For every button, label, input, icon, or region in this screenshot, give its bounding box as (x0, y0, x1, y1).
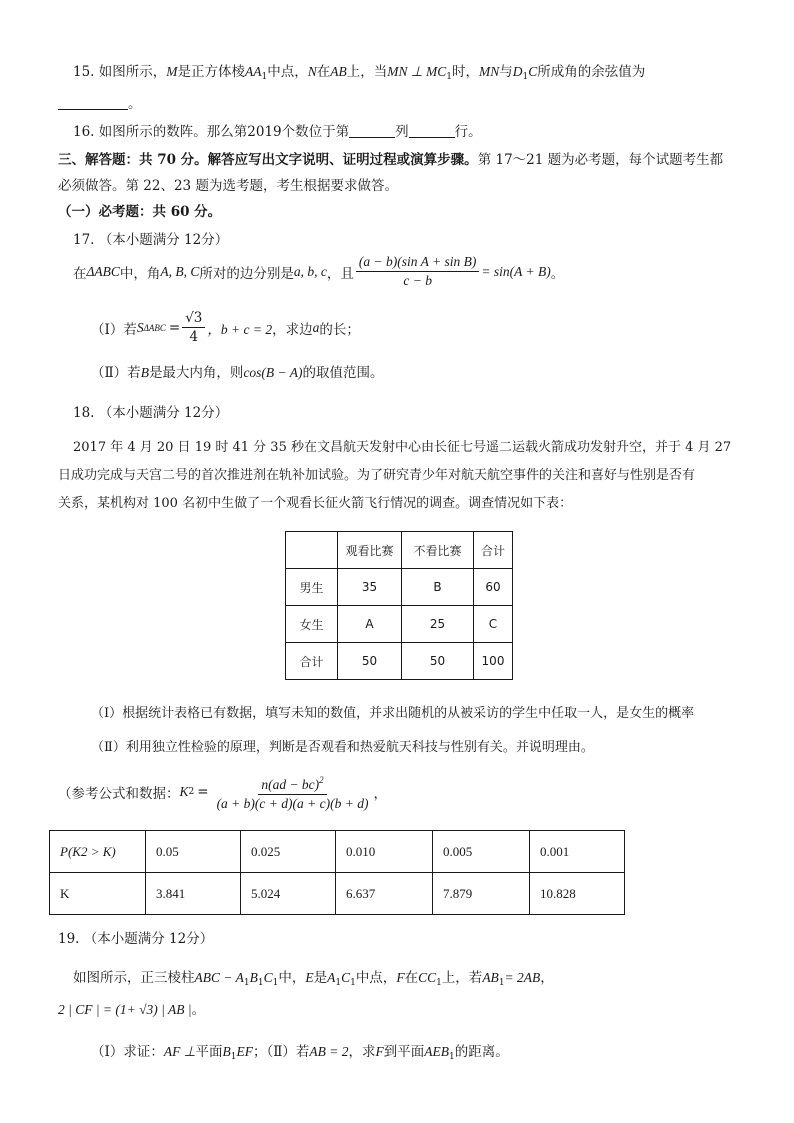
survey-table (285, 531, 513, 680)
q19-sub: 1 (230, 1052, 237, 1062)
q15-var-aa: AA (245, 64, 262, 79)
q15-line2 (58, 92, 142, 112)
q15-var-m: M (166, 64, 178, 79)
q19-plane: EF (236, 1044, 253, 1059)
q15-sub: 1 (522, 72, 529, 82)
q15-var-mn: MN (479, 64, 500, 79)
q19-text: 平面 (195, 1044, 223, 1060)
q15-text: 在 (316, 64, 331, 80)
q19-text: 是 (313, 970, 328, 986)
q18-formula-end: ， (373, 786, 387, 802)
q15-perp-expr: MN ⊥ MC (387, 64, 447, 79)
q19-sub: 1 (498, 978, 505, 988)
table-row (286, 643, 513, 680)
q17-part1-label: （Ⅰ）若 (91, 321, 137, 338)
q19-sub: 1 (449, 1052, 455, 1062)
table-cell: 50 (338, 643, 402, 680)
table-header: 不看比赛 (402, 532, 474, 569)
q19-prism: B (249, 970, 258, 985)
q17-triangle: ΔABC (86, 263, 120, 279)
q18-part1: （Ⅰ）根据统计表格已有数据，填写未知的数值，并求出随机的从被采访的学生中任取一人，是女生的概率 (91, 706, 695, 721)
q19-var: A (327, 970, 336, 985)
table-header: 合计 (474, 532, 513, 569)
q19-header: 19. （本小题满分 12分） (58, 931, 214, 947)
q17-fraction-numerator: (a − b)(sin A + sin B) (356, 254, 479, 272)
q17-area-symbol: S (136, 319, 144, 335)
q18-formula-k: K (179, 784, 189, 799)
q17-text: 的取值范围。 (302, 365, 384, 381)
q15-text: 如图所示， (98, 64, 167, 80)
table-row (50, 831, 625, 873)
table-row (286, 532, 513, 569)
q19-text: ， (540, 970, 554, 986)
q19-prism: C (263, 970, 273, 985)
q19-var: C (341, 970, 351, 985)
q19-sub: 1 (436, 978, 442, 988)
q18-para-line3: 关系，某机构对 100 名初中生做了一个观看长征火箭飞行情况的调查。调查情况如下表： (58, 496, 573, 511)
q17-part2-label: （Ⅱ）若 (91, 365, 141, 381)
q15-var-n: N (307, 64, 317, 79)
q19-part1-label: （Ⅰ）求证： (91, 1044, 164, 1060)
table-cell: 0.025 (241, 831, 336, 873)
q18-para-line2: 日成功完成与天宫二号的首次推进剂在轨补加试验。为了研究青少年对航天航空事件的关注和喜好与性别是否有 (58, 468, 696, 483)
q17-area-sub: ΔABC (143, 322, 166, 333)
table-row (50, 873, 625, 915)
q19-text: 如图所示，正三棱柱 (73, 970, 195, 986)
q19-var-f: F (375, 1044, 384, 1059)
q17-angles: A, B, C (160, 263, 200, 279)
q17-text: 是最大内角，则 (148, 365, 244, 381)
q16-blank-row (409, 125, 455, 138)
table-cell: 5.024 (241, 873, 336, 915)
q17-text: ，求边 (272, 321, 313, 338)
table-cell: 100 (474, 643, 513, 680)
q19-sub: 1 (243, 978, 250, 988)
q19-var: CC (418, 970, 437, 985)
q19-text: 在 (404, 970, 419, 986)
q16-line (73, 120, 482, 140)
q17-text: 在 (73, 265, 87, 282)
table-cell: A (338, 606, 402, 643)
q16-value: 2019 (247, 124, 282, 140)
table-cell: 男生 (286, 569, 338, 606)
q19-perp-expr: AF ⊥ (163, 1044, 196, 1059)
table-cell: C (474, 606, 513, 643)
table-cell: 0.010 (336, 831, 433, 873)
q18-formula-numerator-text: n(ad − bc) (261, 777, 320, 792)
q17-sides: a, b, c (293, 263, 327, 279)
q19-part2-condition: AB = 2 (309, 1044, 349, 1059)
q16-number: 16. (73, 124, 95, 140)
table-cell: 3.841 (146, 873, 241, 915)
q19-prism: ABC − A (194, 970, 244, 985)
table-cell: 25 (402, 606, 474, 643)
q18-part2: （Ⅱ）利用独立性检验的原理，判断是否观看和热爱航天科技与性别有关。并说明理由。 (91, 740, 594, 755)
q17-area-numerator: √3 (182, 310, 205, 328)
q15-line1 (73, 60, 645, 82)
section3-line2: 必须做答。第 22、23 题为选考题，考生根据要求做答。 (58, 178, 398, 194)
q15-text: 与 (499, 64, 513, 80)
q19-plane: AEB (424, 1044, 450, 1059)
table-cell: 50 (402, 643, 474, 680)
q15-text: 是正方体棱 (177, 64, 246, 80)
q19-text: 到平面 (383, 1044, 425, 1060)
q17-header: 17. （本小题满分 12分） (73, 232, 229, 248)
section3-heading: 三、解答题：共 70 分。解答应写出文字说明、证明过程或演算步骤。 (58, 152, 478, 168)
q17-end: 。 (550, 265, 565, 282)
table-header: 观看比赛 (338, 532, 402, 569)
section3-line1 (58, 148, 723, 168)
q16-text: 行。 (454, 124, 482, 140)
table-cell (286, 532, 338, 569)
section3-subheading: （一）必考题：共 60 分。 (58, 204, 222, 220)
table-cell: 6.637 (336, 873, 433, 915)
q17-text: 中，角 (119, 265, 161, 282)
q19-plane: B (222, 1044, 231, 1059)
q19-var-e: E (305, 970, 314, 985)
q18-formula-equals: = (197, 784, 209, 800)
q16-text: 如图所示的数阵。那么第 (98, 124, 248, 140)
q19-line1 (73, 966, 554, 988)
q18-formula-fraction (214, 772, 372, 812)
q19-text: 。 (191, 1002, 206, 1018)
table-cell: 60 (474, 569, 513, 606)
reference-table (49, 830, 625, 915)
q19-var: AB (482, 970, 499, 985)
q19-parts (91, 1040, 509, 1062)
q18-formula (58, 772, 387, 812)
q19-vector-line (58, 998, 205, 1018)
table-cell: 合计 (286, 643, 338, 680)
q19-text: 上，若 (441, 970, 483, 986)
table-row (286, 569, 513, 606)
q18-formula-sup: 2 (188, 787, 195, 797)
q17-part1 (91, 310, 360, 345)
q18-formula-denominator: (a + b)(c + d)(a + c)(b + d) (216, 796, 369, 811)
table-cell: 35 (338, 569, 402, 606)
q17-var-b: B (140, 365, 149, 380)
q17-cos-expr: cos(B − A) (243, 365, 303, 380)
q16-text: 列 (395, 124, 409, 140)
q16-blank-col (349, 125, 395, 138)
q17-fraction (356, 254, 479, 289)
table-cell: 0.005 (433, 831, 530, 873)
q15-number: 15. (73, 64, 95, 80)
q17-fraction-denominator: c − b (403, 273, 432, 288)
q17-text: ，且 (326, 265, 354, 282)
table-cell: P(K2 > K) (50, 831, 146, 873)
q19-text: 中点， (355, 970, 397, 986)
q15-end: 。 (128, 96, 142, 112)
table-cell: 10.828 (530, 873, 625, 915)
q19-text: ，求 (348, 1044, 376, 1060)
q19-sub: 1 (335, 978, 342, 988)
table-cell: 女生 (286, 606, 338, 643)
table-cell: B (402, 569, 474, 606)
q17-text: 的长； (319, 321, 360, 338)
q18-formula-numerator (258, 772, 326, 795)
q17-intro (73, 254, 564, 289)
q18-header: 18. （本小题满分 12分） (73, 405, 229, 421)
table-row (286, 606, 513, 643)
q15-text: 所成角的余弦值为 (537, 64, 646, 80)
q15-answer-blank (58, 97, 128, 110)
q19-condition: = 2AB (504, 970, 541, 985)
q17-var-a: a (312, 319, 320, 335)
q15-text: 时， (452, 64, 480, 80)
q17-part1-condition: ，b + c = 2 (207, 321, 273, 337)
q15-var-ab: AB (330, 64, 347, 79)
q18-formula-label: （参考公式和数据： (58, 786, 180, 802)
q15-text: 上，当 (346, 64, 388, 80)
q17-part2 (91, 361, 384, 381)
q15-var-c: C (528, 64, 538, 79)
q19-text: 的距离。 (454, 1044, 509, 1060)
table-cell: K (50, 873, 146, 915)
table-cell: 0.05 (146, 831, 241, 873)
q19-vector-condition: 2 | CF | = (1+ √3) | AB | (58, 1002, 192, 1017)
q19-sub: 1 (350, 978, 356, 988)
q17-text: 所对的边分别是 (199, 265, 294, 282)
section3-text: 第 17～21 题为必考题，每个试题考生都 (477, 152, 724, 168)
q17-equals: = (168, 319, 181, 336)
q17-area-denominator: 4 (189, 329, 199, 345)
q15-text: 中点， (267, 64, 308, 80)
q15-var-d: D (512, 64, 523, 79)
q19-part2-label: ；（Ⅱ）若 (252, 1044, 310, 1060)
q18-para-line1: 2017 年 4 月 20 日 19 时 41 分 35 秒在文昌航天发射中心由长征七号遥二运载火箭成功发射升空，并于 4 月 27 (73, 440, 732, 455)
q19-var-f: F (396, 970, 405, 985)
table-cell: 7.879 (433, 873, 530, 915)
table-cell: 0.001 (530, 831, 625, 873)
q18-formula-numerator-sup: 2 (319, 775, 324, 785)
q19-sub: 1 (272, 978, 279, 988)
q17-area-fraction (182, 310, 205, 345)
q17-rhs: = sin(A + B) (481, 263, 551, 279)
q16-text: 个数位于第 (281, 124, 350, 140)
q15-sub: 1 (261, 72, 268, 82)
q19-sub: 1 (257, 978, 264, 988)
q19-text: 中， (278, 970, 306, 986)
q15-sub: 1 (446, 72, 453, 82)
